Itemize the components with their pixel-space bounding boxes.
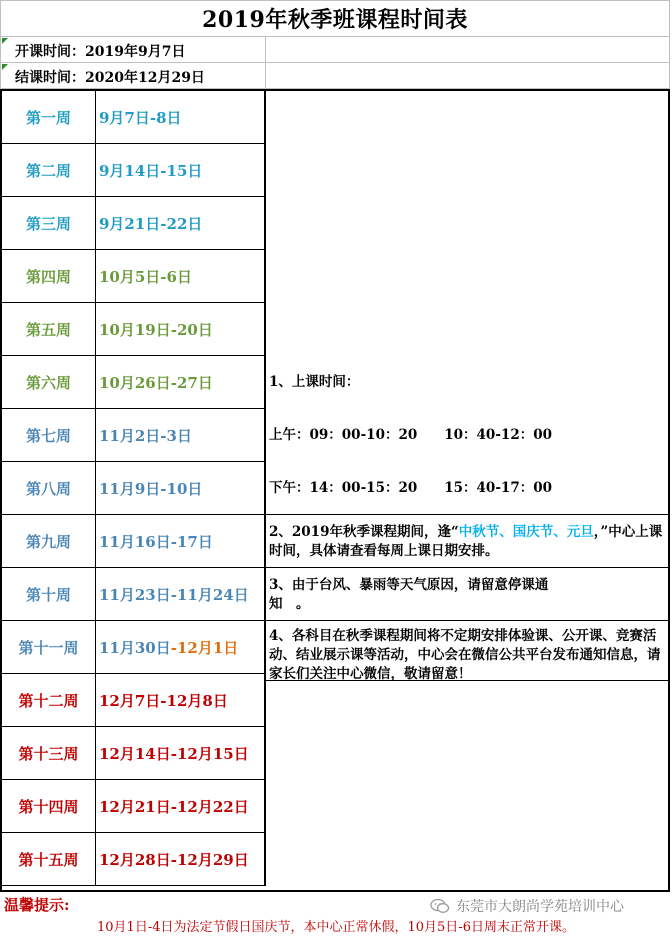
week-date-text: 11月2日-3日 xyxy=(99,426,192,445)
week-date xyxy=(96,356,266,409)
week-date xyxy=(96,727,266,780)
week-date xyxy=(96,250,266,303)
start-date-row xyxy=(0,37,670,63)
week-date xyxy=(96,462,266,515)
watermark-text: 东莞市大朗尚学苑培训中心 xyxy=(456,899,624,915)
week-label: 第十四周 xyxy=(2,780,96,833)
note-activities: 4、各科目在秋季课程期间将不定期安排体验课、公开课、竞赛活动、结业展示课等活动，中心会在微信公共平台发布通知信息，请家长们关注中心微信，敬请留意！ xyxy=(266,621,668,681)
week-date xyxy=(96,409,266,462)
week-date-text: 9月7日-8日 xyxy=(99,108,182,127)
week-label: 第六周 xyxy=(2,356,96,409)
week-label: 第五周 xyxy=(2,303,96,356)
week-label: 第七周 xyxy=(2,409,96,462)
week-label: 第十五周 xyxy=(2,833,96,886)
week-label: 第九周 xyxy=(2,515,96,568)
week-label: 第二周 xyxy=(2,144,96,197)
week-date-text: 11月9日-10日 xyxy=(99,479,203,498)
start-date-label: 开课时间：2019年9月7日 xyxy=(15,44,186,60)
note-holiday-prefix: 2、2019年秋季课程期间，逢“ xyxy=(269,524,459,540)
week-date-text: 12月7日-12月8日 xyxy=(99,691,228,710)
week-date-text: 10月5日-6日 xyxy=(99,267,192,286)
note-class-time: 1、上课时间： xyxy=(269,374,360,390)
week-date-text: 11月30日 xyxy=(99,638,171,657)
week-date xyxy=(96,621,266,674)
week-date xyxy=(96,833,266,886)
cell-marker-icon xyxy=(2,38,8,44)
week-date xyxy=(96,144,266,197)
week-label: 第十一周 xyxy=(2,621,96,674)
week-label: 第十三周 xyxy=(2,727,96,780)
page-title: 2019年秋季班课程时间表 xyxy=(0,0,670,37)
week-label: 第十周 xyxy=(2,568,96,621)
week-date xyxy=(96,197,266,250)
week-date-text: 10月19日-20日 xyxy=(99,320,213,339)
wechat-icon xyxy=(430,898,450,914)
week-date-text: 11月23日-11月24日 xyxy=(99,585,249,604)
week-label: 第三周 xyxy=(2,197,96,250)
note-holiday-suffix: ，”中心上课时间，具体请查看每周上课日期安排。 xyxy=(269,524,663,559)
note-holiday-schedule xyxy=(266,515,668,568)
note-afternoon-time: 下午：14：00-15：20 15：40-17：00 xyxy=(266,462,668,515)
week-date-text: 10月26日-27日 xyxy=(99,373,213,392)
week-date xyxy=(96,303,266,356)
week-date-text: 9月14日-15日 xyxy=(99,161,203,180)
tip-text: 10月1日-4日为法定节假日国庆节，本中心正常休假，10月5日-6日周末正常开课。 xyxy=(97,920,575,935)
note-weather: 3、由于台风、暴雨等天气原因，请留意停课通知 。 xyxy=(266,568,668,621)
week-label: 第十二周 xyxy=(2,674,96,727)
cell-marker-icon xyxy=(2,64,8,70)
end-date-label: 结课时间：2020年12月29日 xyxy=(15,70,205,86)
week-date-suffix: -12月1日 xyxy=(170,638,239,657)
week-date xyxy=(96,91,266,144)
end-date-row xyxy=(0,63,670,89)
week-label: 第八周 xyxy=(2,462,96,515)
week-label: 第一周 xyxy=(2,91,96,144)
schedule-table xyxy=(0,89,670,892)
note-morning-time: 上午：09：00-10：20 10：40-12：00 xyxy=(269,427,552,443)
week-date-text: 12月21日-12月22日 xyxy=(99,797,249,816)
watermark xyxy=(430,896,624,916)
week-date xyxy=(96,780,266,833)
week-date-text: 12月28日-12月29日 xyxy=(99,850,249,869)
week-date xyxy=(96,568,266,621)
note-holiday-names: 中秋节、国庆节、元旦 xyxy=(458,524,594,540)
week-date xyxy=(96,674,266,727)
week-label: 第四周 xyxy=(2,250,96,303)
week-date xyxy=(96,515,266,568)
week-date-text: 11月16日-17日 xyxy=(99,532,213,551)
tip-label: 温馨提示: xyxy=(4,896,70,914)
week-date-text: 9月21日-22日 xyxy=(99,214,203,233)
week-date-text: 12月14日-12月15日 xyxy=(99,744,249,763)
